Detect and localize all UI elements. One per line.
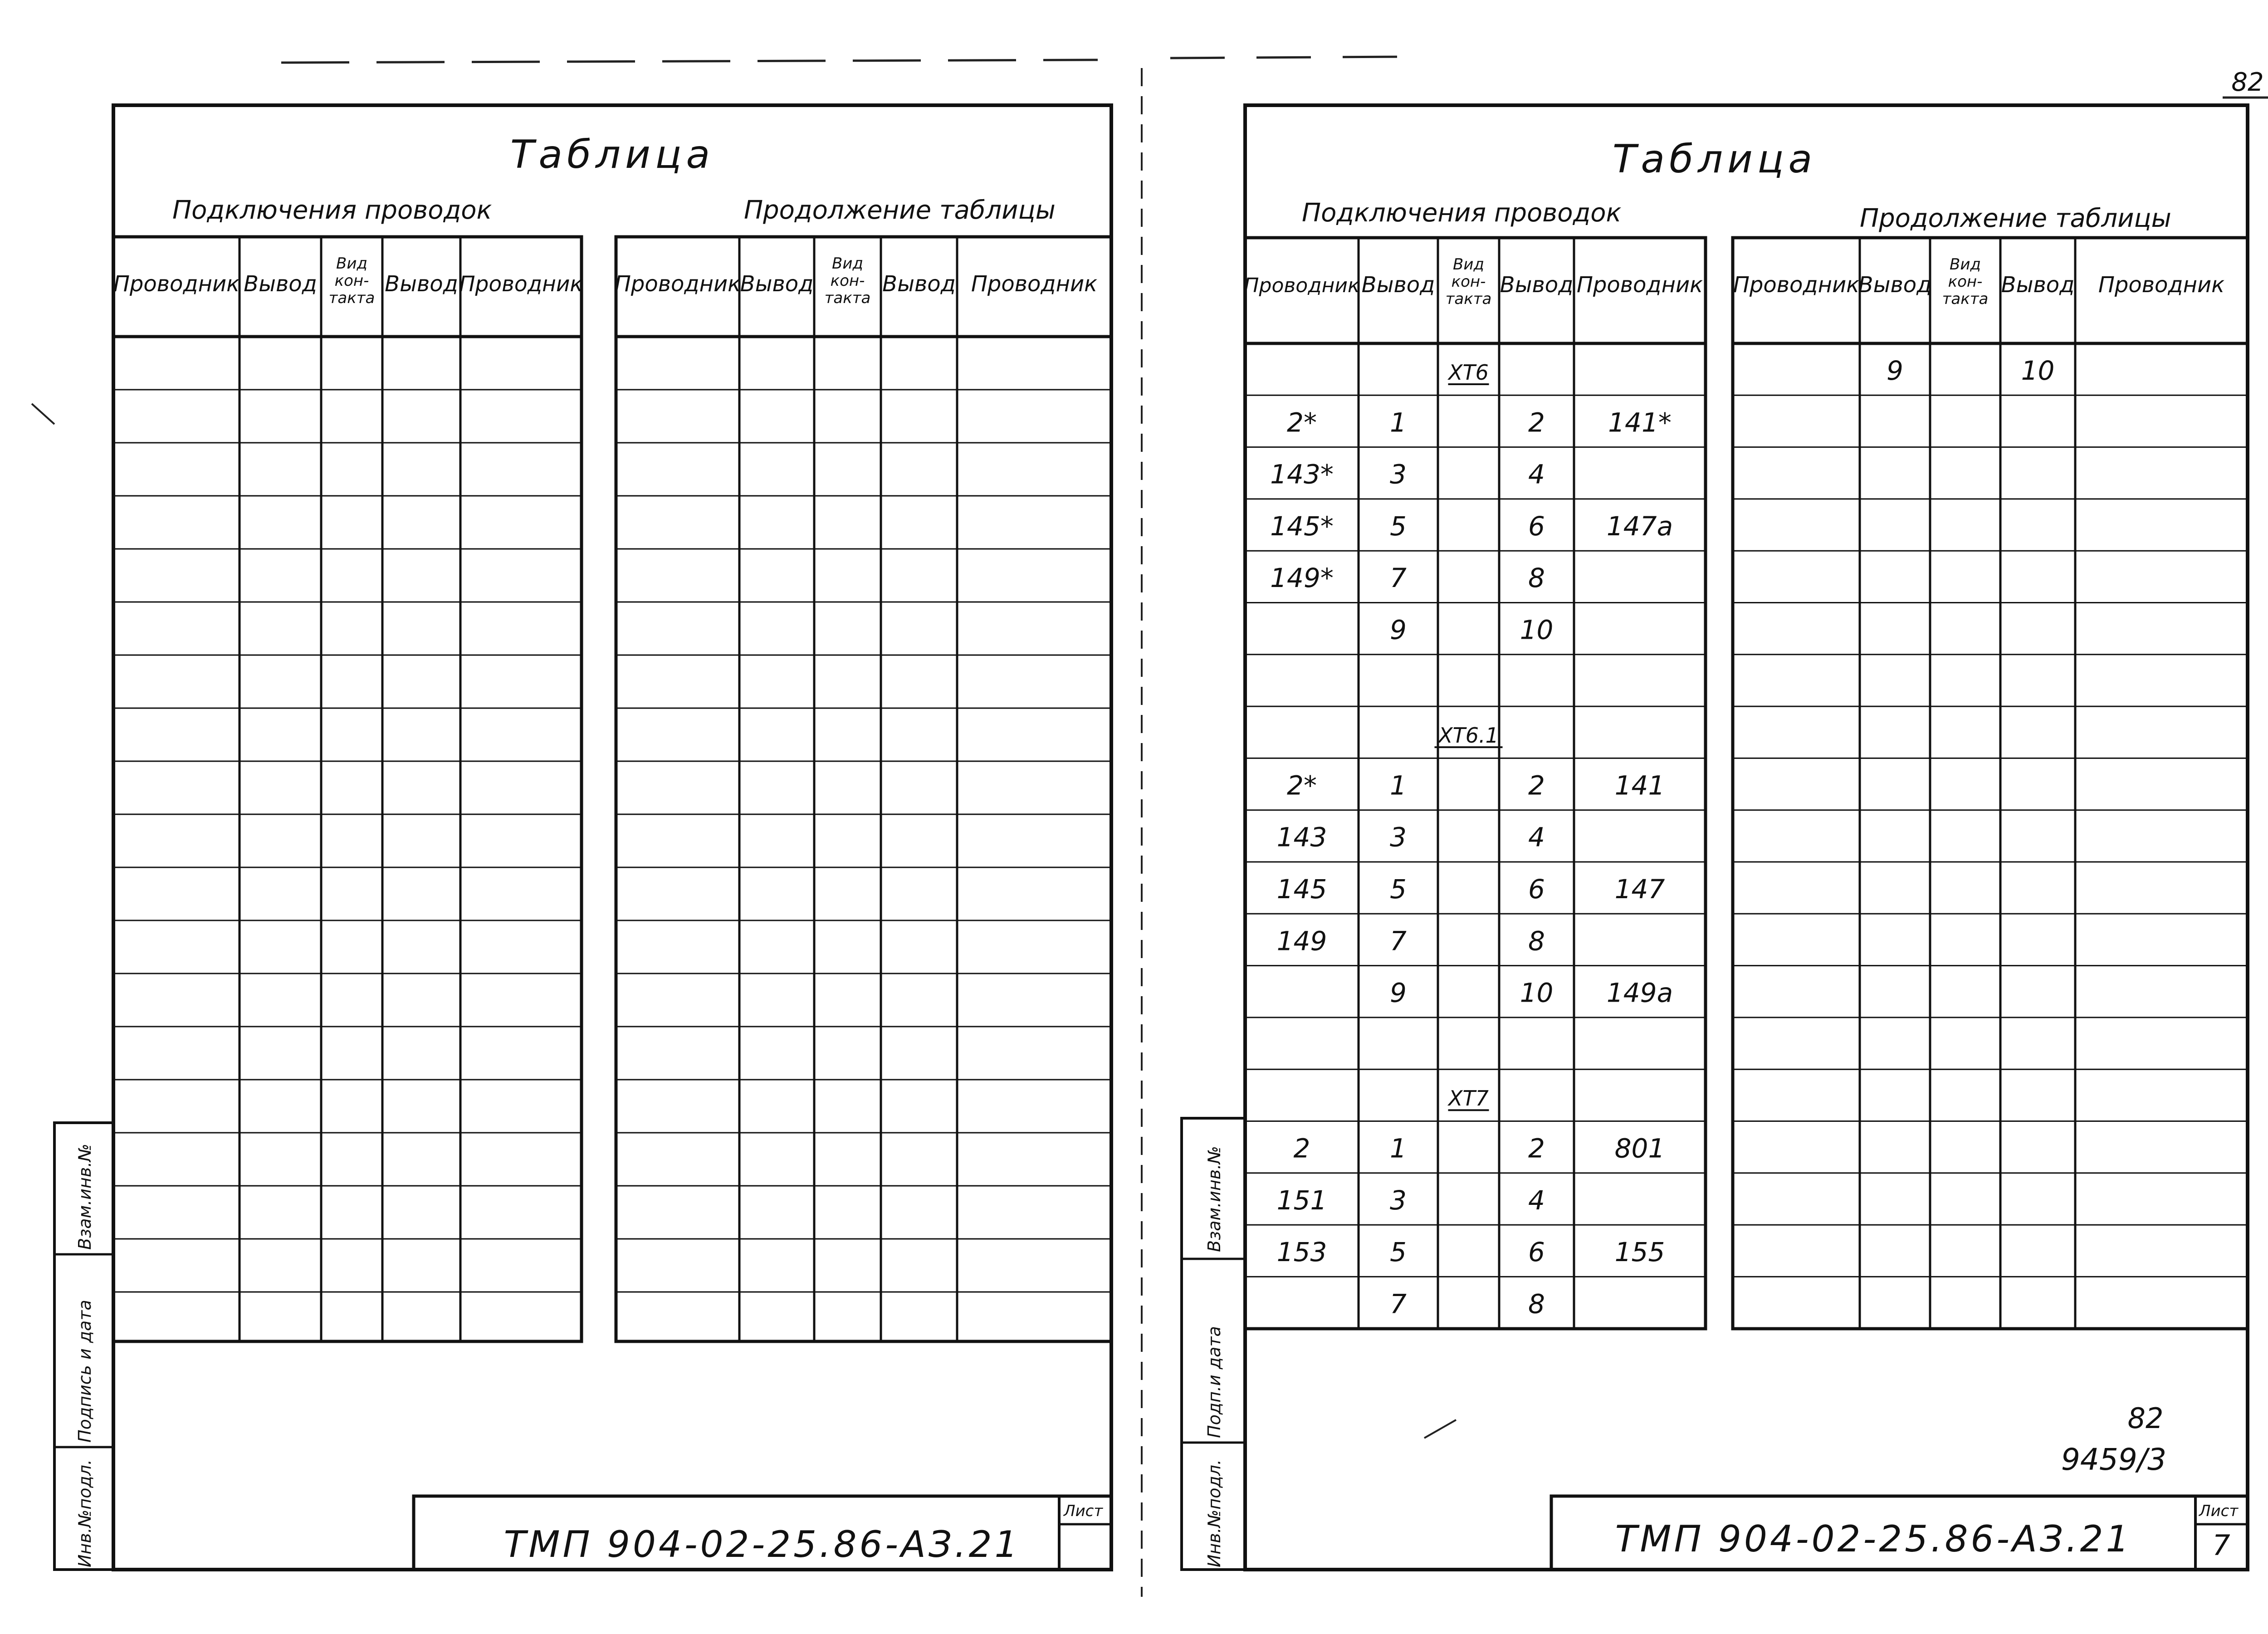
right-main-cell-terminal: 2 (1528, 1133, 1545, 1164)
archive-number: 82 (2127, 1402, 2164, 1435)
right-sheet-number: 7 (2212, 1529, 2230, 1562)
right-main-cell-conductor: 145* (1270, 510, 1334, 542)
left-main-header-conductor: Проводник (113, 271, 240, 297)
right-side-replace-label: Взам.инв.№ (1204, 1146, 1224, 1252)
right-main-cell-terminal: 5 (1390, 1237, 1407, 1268)
right-cont-header-terminal: Вывод (1858, 272, 1932, 298)
left-document-code: ТМП 904-02-25.86-АЗ.21 (503, 1523, 1021, 1566)
right-main-cell-conductor: 2* (1287, 770, 1317, 801)
left-side-sign-label: Подпись и дата (75, 1300, 95, 1443)
right-main-cell-terminal: 6 (1528, 1237, 1545, 1268)
right-main-header-terminal: Вывод (1361, 272, 1435, 298)
right-main-cell-conductor: 801 (1614, 1133, 1665, 1164)
left-main-header-terminal: Вывод (385, 271, 458, 297)
right-main-cell-terminal: 6 (1528, 510, 1545, 542)
right-main-cell-conductor: 2 (1293, 1133, 1310, 1164)
right-main-cell-terminal: 9 (1390, 614, 1407, 646)
right-cont-cell-terminal: 9 (1887, 355, 1903, 386)
right-side-inv-label: Инв.№подл. (1204, 1459, 1224, 1567)
left-main-header-contact-type: Вид (336, 254, 367, 273)
right-main-header-conductor: Проводник (1576, 272, 1703, 298)
left-caption-connections: Подключения проводок (172, 196, 492, 225)
right-main-cell-terminal: 2 (1528, 407, 1545, 438)
right-cont-header-terminal: Вывод (2001, 272, 2075, 298)
right-cont-header-conductor: Проводник (1733, 272, 1860, 298)
right-main-cell-conductor: 155 (1614, 1237, 1665, 1268)
right-main-cell-terminal: 7 (1390, 1288, 1407, 1320)
right-main-cell-conductor: 147а (1606, 510, 1673, 542)
left-cont-header-terminal: Вывод (882, 271, 956, 297)
left-cont-header-conductor: Проводник (614, 271, 741, 297)
right-main-cell-terminal: 3 (1390, 1184, 1407, 1216)
right-main-cell-terminal: 9 (1390, 977, 1407, 1008)
left-cont-header-contact-type: кон- (830, 272, 865, 290)
right-main-cell-terminal: 7 (1390, 563, 1407, 594)
right-main-cell-conductor: 145 (1276, 874, 1327, 905)
left-main-header-contact-type: кон- (334, 272, 369, 290)
right-main-header-conductor: Проводник (1244, 274, 1360, 297)
left-caption-continuation: Продолжение таблицы (744, 196, 1056, 225)
right-cont-header-contact-type: Вид (1950, 255, 1981, 274)
left-cont-header-terminal: Вывод (740, 271, 814, 297)
right-main-cell-conductor: 141* (1608, 407, 1672, 438)
right-cont-cell-terminal: 10 (2021, 355, 2055, 386)
right-main-header-contact-type: такта (1445, 290, 1492, 308)
right-caption-continuation: Продолжение таблицы (1860, 204, 2171, 233)
left-main-header-conductor: Проводник (459, 272, 583, 297)
right-main-cell-conductor: 147 (1614, 874, 1665, 905)
right-main-cell-conductor: 2* (1287, 407, 1317, 438)
right-side-labels (1204, 1146, 1224, 1567)
left-side-inv-label: Инв.№подл. (75, 1459, 95, 1567)
right-main-cell-terminal: 8 (1528, 925, 1545, 957)
right-main-cell-contact-type: XT7 (1448, 1086, 1489, 1111)
right-main-cell-terminal: 10 (1520, 977, 1554, 1008)
left-cont-table (616, 237, 1111, 1341)
right-caption-connections: Подключения проводок (1302, 198, 1622, 228)
right-main-cell-terminal: 1 (1390, 1133, 1407, 1164)
right-cont-header-conductor: Проводник (2098, 272, 2225, 298)
right-main-cell-terminal: 5 (1390, 874, 1407, 905)
right-sheet (1182, 105, 2248, 1570)
right-main-cell-terminal: 4 (1528, 459, 1545, 490)
right-main-cell-terminal: 2 (1528, 770, 1545, 801)
right-side-sign-label: Подп.и дата (1204, 1326, 1224, 1438)
right-main-cell-terminal: 5 (1390, 510, 1407, 542)
left-title: Таблица (510, 132, 715, 177)
right-cont-header-contact-type: кон- (1948, 273, 1983, 291)
left-main-header-terminal: Вывод (244, 271, 317, 297)
right-main-cell-terminal: 8 (1528, 563, 1545, 594)
left-main-header-contact-type: такта (328, 289, 375, 307)
right-main-cell-contact-type: XT6.1 (1438, 723, 1499, 748)
left-stamp-label: Лист (1064, 1502, 1103, 1520)
right-main-cell-terminal: 1 (1390, 770, 1407, 801)
page-number: 82 (2231, 68, 2264, 97)
right-main-cell-conductor: 153 (1276, 1237, 1327, 1268)
right-main-cell-conductor: 151 (1276, 1184, 1327, 1216)
right-main-cell-terminal: 8 (1528, 1288, 1545, 1320)
right-document-code: ТМП 904-02-25.86-АЗ.21 (1615, 1518, 2132, 1560)
right-main-cell-conductor: 149а (1606, 977, 1673, 1008)
right-main-cell-terminal: 7 (1390, 925, 1407, 957)
left-cont-header-contact-type: Вид (832, 254, 863, 273)
right-main-cell-conductor: 143 (1276, 822, 1327, 853)
right-stamp-label: Лист (2199, 1502, 2239, 1520)
archive-code: 9459/3 (2061, 1442, 2167, 1477)
right-main-header-contact-type: Вид (1453, 255, 1484, 274)
left-cont-header-conductor: Проводник (971, 271, 1098, 297)
right-main-cell-terminal: 10 (1520, 614, 1554, 646)
right-title: Таблица (1612, 137, 1817, 182)
left-side-labels (75, 1144, 95, 1567)
right-main-cell-terminal: 3 (1390, 822, 1407, 853)
right-main-cell-conductor: 143* (1270, 459, 1334, 490)
left-side-replace-label: Взам.инв.№ (75, 1144, 95, 1250)
right-main-header-terminal: Вывод (1500, 272, 1574, 298)
right-main-cell-terminal: 6 (1528, 874, 1545, 905)
right-cont-header-contact-type: такта (1942, 290, 1989, 308)
left-frame (113, 105, 1111, 1570)
right-main-header-contact-type: кон- (1451, 273, 1486, 291)
right-main-cell-terminal: 4 (1528, 1184, 1545, 1216)
right-main-cell-conductor: 141 (1614, 770, 1665, 801)
right-main-cell-contact-type: XT6 (1448, 360, 1489, 385)
right-main-cell-terminal: 4 (1528, 822, 1545, 853)
right-main-cell-conductor: 149* (1270, 563, 1334, 594)
right-main-cell-terminal: 3 (1390, 459, 1407, 490)
right-main-cell-conductor: 149 (1276, 925, 1327, 957)
left-main-table (113, 237, 582, 1341)
right-main-cell-terminal: 1 (1390, 407, 1407, 438)
left-cont-header-contact-type: такта (824, 289, 871, 307)
left-sheet (54, 105, 1111, 1570)
right-cont-table (1733, 238, 2248, 1329)
